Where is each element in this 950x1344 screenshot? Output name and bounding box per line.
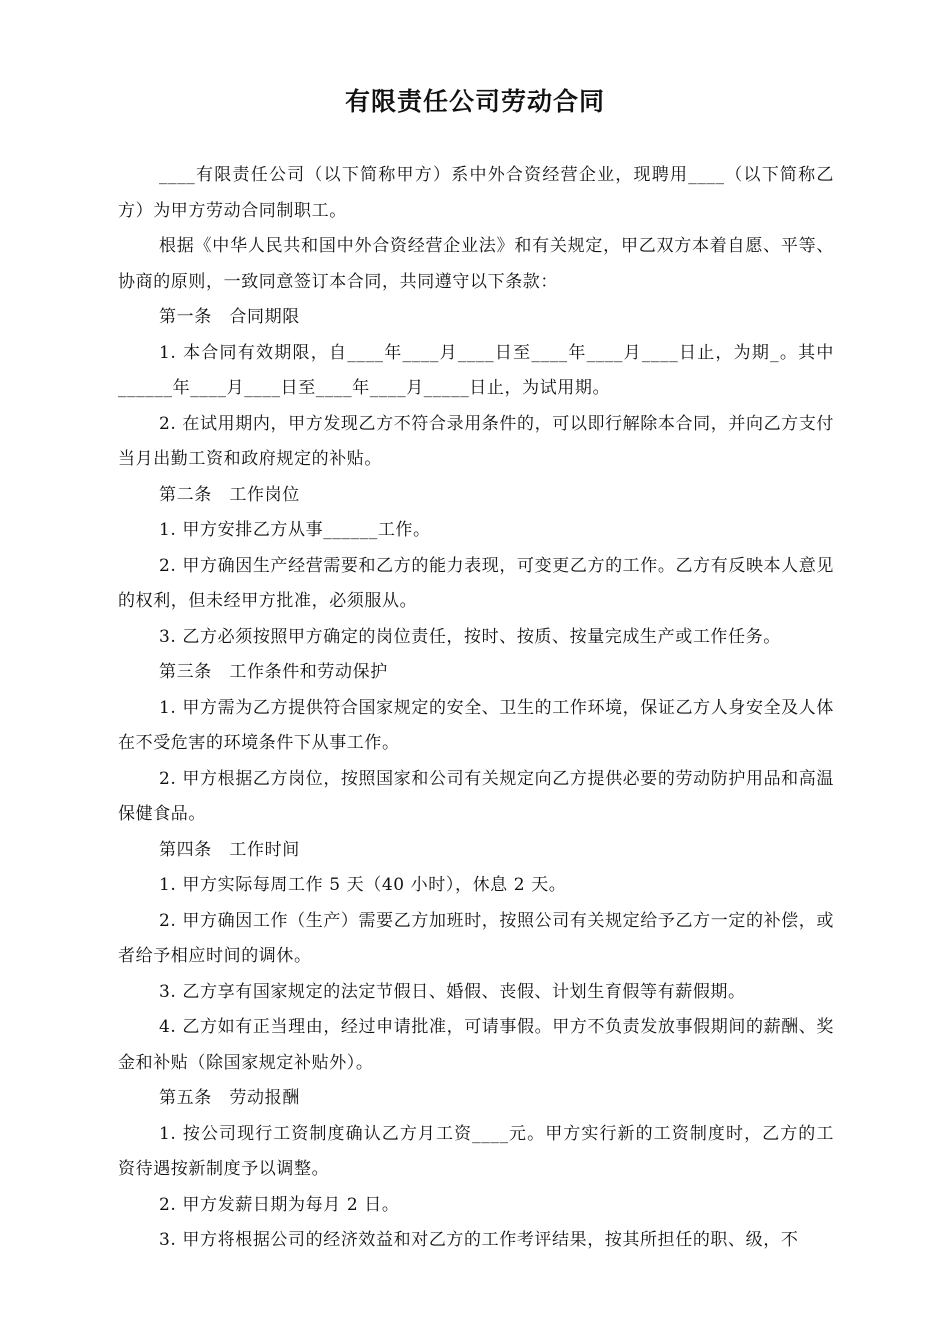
clause-1-1: 1. 本合同有效期限，自____年____月____日至____年____月____日止，为期_。其中______年____月____日至____年____月_____日止，为试用期。: [118, 342, 834, 398]
clause-5-1: 1. 按公司现行工资制度确认乙方月工资____元。甲方实行新的工资制度时，乙方的工资待遇按新制度予以调整。: [118, 1123, 834, 1179]
clause-4-4: 4. 乙方如有正当理由，经过申请批准，可请事假。甲方不负责发放事假期间的薪酬、奖金和补贴（除国家规定补贴外）。: [118, 1017, 834, 1073]
paragraph-preamble: ____有限责任公司（以下简称甲方）系中外合资经营企业，现聘用____（以下简称乙方）为甲方劳动合同制职工。: [118, 165, 834, 221]
clause-2-2: 2. 甲方确因生产经营需要和乙方的能力表现，可变更乙方的工作。乙方有反映本人意见的权利，但未经甲方批准，必须服从。: [118, 555, 834, 611]
clause-4-2: 2. 甲方确因工作（生产）需要乙方加班时，按照公司有关规定给予乙方一定的补偿，或者给予相应时间的调休。: [118, 910, 834, 966]
clause-4-1: 1. 甲方实际每周工作 5 天（40 小时），休息 2 天。: [159, 875, 567, 895]
clause-1-2: 2. 在试用期内，甲方发现乙方不符合录用条件的，可以即行解除本合同，并向乙方支付当月出勤工资和政府规定的补贴。: [118, 413, 834, 469]
article-heading-3: 第三条 工作条件和劳动保护: [159, 662, 388, 682]
clause-5-3: 3. 甲方将根据公司的经济效益和对乙方的工作考评结果，按其所担任的职、级，不: [159, 1230, 799, 1250]
paragraph-basis: 根据《中华人民共和国中外合资经营企业法》和有关规定，甲乙双方本着自愿、平等、协商的原则，一致同意签订本合同，共同遵守以下条款：: [118, 236, 834, 292]
clause-2-3: 3. 乙方必须按照甲方确定的岗位责任，按时、按质、按量完成生产或工作任务。: [159, 626, 781, 647]
clause-5-2: 2. 甲方发薪日期为每月 2 日。: [159, 1194, 400, 1215]
article-heading-5: 第五条 劳动报酬: [159, 1088, 300, 1108]
article-heading-1: 第一条 合同期限: [159, 307, 300, 327]
clause-3-1: 1. 甲方需为乙方提供符合国家规定的安全、卫生的工作环境，保证乙方人身安全及人体在不受危害的环境条件下从事工作。: [118, 697, 834, 753]
clause-2-1: 1. 甲方安排乙方从事______工作。: [159, 520, 431, 540]
article-heading-2: 第二条 工作岗位: [159, 484, 300, 505]
clause-4-3: 3. 乙方享有国家规定的法定节假日、婚假、丧假、计划生育假等有薪假期。: [159, 981, 746, 1002]
document-body: [118, 158, 834, 1259]
clause-3-2: 2. 甲方根据乙方岗位，按照国家和公司有关规定向乙方提供必要的劳动防护用品和高温保健食品。: [118, 768, 834, 824]
article-heading-4: 第四条 工作时间: [159, 839, 300, 860]
document-title: 有限责任公司劳动合同: [344, 87, 605, 116]
